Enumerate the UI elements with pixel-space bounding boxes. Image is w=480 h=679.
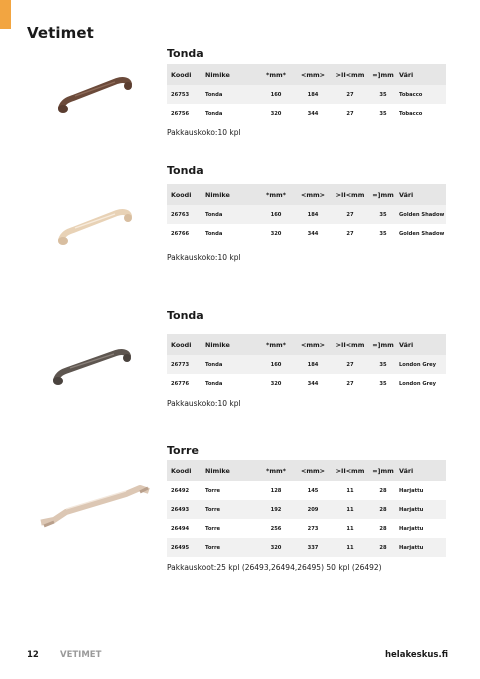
cell-height: 27: [331, 104, 369, 123]
cell-name: Tonda: [203, 85, 257, 104]
cell-depth: 35: [369, 374, 397, 393]
cell-cc: 128: [257, 481, 295, 500]
table-row: [167, 104, 446, 123]
cell-cc: 160: [257, 205, 295, 224]
column-header-color: Väri: [397, 184, 446, 205]
product-name: Tonda: [167, 309, 204, 322]
cell-height: 11: [331, 500, 369, 519]
column-header-length: <mm>: [295, 334, 331, 355]
cell-name: Tonda: [203, 374, 257, 393]
cell-color: Tobacco: [397, 104, 446, 123]
column-header-cc: *mm*: [257, 460, 295, 481]
column-header-code: Koodi: [167, 460, 203, 481]
column-header-depth: =]mm: [369, 334, 397, 355]
cell-color: Golden Shadow: [397, 205, 446, 224]
table-header-row: [167, 64, 446, 85]
cell-color: London Grey: [397, 355, 446, 374]
handle-image: [40, 482, 152, 532]
cell-name: Tonda: [203, 224, 257, 243]
cell-color: Harjattu: [397, 481, 446, 500]
cell-color: London Grey: [397, 374, 446, 393]
column-header-length: <mm>: [295, 460, 331, 481]
column-header-height: >II<mm: [331, 64, 369, 85]
table-row: [167, 205, 446, 224]
handle-image: [55, 200, 135, 250]
cell-height: 27: [331, 224, 369, 243]
column-header-length: <mm>: [295, 184, 331, 205]
corner-accent-tab: [0, 0, 11, 29]
table-row: [167, 538, 446, 557]
cell-code: 26763: [167, 205, 203, 224]
table-row: [167, 481, 446, 500]
cell-depth: 35: [369, 224, 397, 243]
cell-length: 344: [295, 224, 331, 243]
cell-depth: 35: [369, 205, 397, 224]
column-header-name: Nimike: [203, 184, 257, 205]
column-header-depth: =]mm: [369, 64, 397, 85]
footer-section-label: VETIMET: [60, 650, 102, 660]
cell-length: 337: [295, 538, 331, 557]
cell-height: 27: [331, 205, 369, 224]
column-header-cc: *mm*: [257, 184, 295, 205]
cell-depth: 28: [369, 538, 397, 557]
cell-depth: 35: [369, 85, 397, 104]
column-header-code: Koodi: [167, 64, 203, 85]
cell-code: 26773: [167, 355, 203, 374]
cell-depth: 35: [369, 104, 397, 123]
cell-cc: 160: [257, 85, 295, 104]
column-header-color: Väri: [397, 334, 446, 355]
cell-name: Tonda: [203, 104, 257, 123]
column-header-depth: =]mm: [369, 460, 397, 481]
cell-cc: 256: [257, 519, 295, 538]
cell-cc: 320: [257, 538, 295, 557]
column-header-cc: *mm*: [257, 334, 295, 355]
product-name: Torre: [167, 444, 199, 457]
footer-site-link[interactable]: helakeskus.fi: [384, 650, 448, 660]
cell-height: 27: [331, 355, 369, 374]
column-header-name: Nimike: [203, 64, 257, 85]
handle-image: [50, 340, 136, 390]
cell-code: 26494: [167, 519, 203, 538]
cell-height: 27: [331, 374, 369, 393]
cell-code: 26492: [167, 481, 203, 500]
cell-height: 11: [331, 538, 369, 557]
handle-image: [55, 68, 135, 118]
column-header-color: Väri: [397, 460, 446, 481]
table-row: [167, 85, 446, 104]
cell-height: 11: [331, 519, 369, 538]
column-header-cc: *mm*: [257, 64, 295, 85]
table-header-row: [167, 184, 446, 205]
cell-length: 145: [295, 481, 331, 500]
cell-name: Tonda: [203, 205, 257, 224]
cell-code: 26495: [167, 538, 203, 557]
cell-length: 273: [295, 519, 331, 538]
cell-color: Golden Shadow: [397, 224, 446, 243]
column-header-height: >II<mm: [331, 184, 369, 205]
cell-length: 184: [295, 85, 331, 104]
cell-name: Torre: [203, 500, 257, 519]
pack-size-note: Pakkauskoot:25 kpl (26493,26494,26495) 50 kpl (26492): [167, 563, 382, 572]
table-row: [167, 500, 446, 519]
column-header-height: >II<mm: [331, 334, 369, 355]
cell-length: 344: [295, 104, 331, 123]
cell-height: 11: [331, 481, 369, 500]
pack-size-note: Pakkauskoko:10 kpl: [167, 399, 241, 408]
column-header-code: Koodi: [167, 184, 203, 205]
cell-height: 27: [331, 85, 369, 104]
cell-cc: 320: [257, 374, 295, 393]
cell-cc: 160: [257, 355, 295, 374]
cell-length: 209: [295, 500, 331, 519]
cell-cc: 320: [257, 104, 295, 123]
cell-color: Tobacco: [397, 85, 446, 104]
cell-code: 26493: [167, 500, 203, 519]
product-name: Tonda: [167, 164, 204, 177]
cell-cc: 320: [257, 224, 295, 243]
table-row: [167, 355, 446, 374]
column-header-name: Nimike: [203, 334, 257, 355]
cell-depth: 35: [369, 355, 397, 374]
cell-name: Tonda: [203, 355, 257, 374]
footer-page-number: 12: [27, 650, 39, 660]
cell-code: 26756: [167, 104, 203, 123]
pack-size-note: Pakkauskoko:10 kpl: [167, 253, 241, 262]
product-name: Tonda: [167, 47, 204, 60]
spec-table: [167, 334, 446, 393]
cell-length: 184: [295, 205, 331, 224]
spec-table: [167, 460, 446, 557]
cell-name: Torre: [203, 481, 257, 500]
cell-depth: 28: [369, 519, 397, 538]
column-header-color: Väri: [397, 64, 446, 85]
table-row: [167, 224, 446, 243]
cell-code: 26766: [167, 224, 203, 243]
page-title: Vetimet: [27, 24, 94, 42]
cell-cc: 192: [257, 500, 295, 519]
column-header-name: Nimike: [203, 460, 257, 481]
table-row: [167, 374, 446, 393]
cell-code: 26753: [167, 85, 203, 104]
table-header-row: [167, 460, 446, 481]
spec-table: [167, 184, 446, 243]
column-header-code: Koodi: [167, 334, 203, 355]
column-header-depth: =]mm: [369, 184, 397, 205]
cell-color: Harjattu: [397, 500, 446, 519]
cell-color: Harjattu: [397, 519, 446, 538]
cell-depth: 28: [369, 500, 397, 519]
cell-length: 184: [295, 355, 331, 374]
cell-length: 344: [295, 374, 331, 393]
table-row: [167, 519, 446, 538]
column-header-length: <mm>: [295, 64, 331, 85]
cell-name: Torre: [203, 519, 257, 538]
cell-name: Torre: [203, 538, 257, 557]
cell-depth: 28: [369, 481, 397, 500]
cell-color: Harjattu: [397, 538, 446, 557]
column-header-height: >II<mm: [331, 460, 369, 481]
pack-size-note: Pakkauskoko:10 kpl: [167, 128, 241, 137]
table-header-row: [167, 334, 446, 355]
spec-table: [167, 64, 446, 123]
cell-code: 26776: [167, 374, 203, 393]
